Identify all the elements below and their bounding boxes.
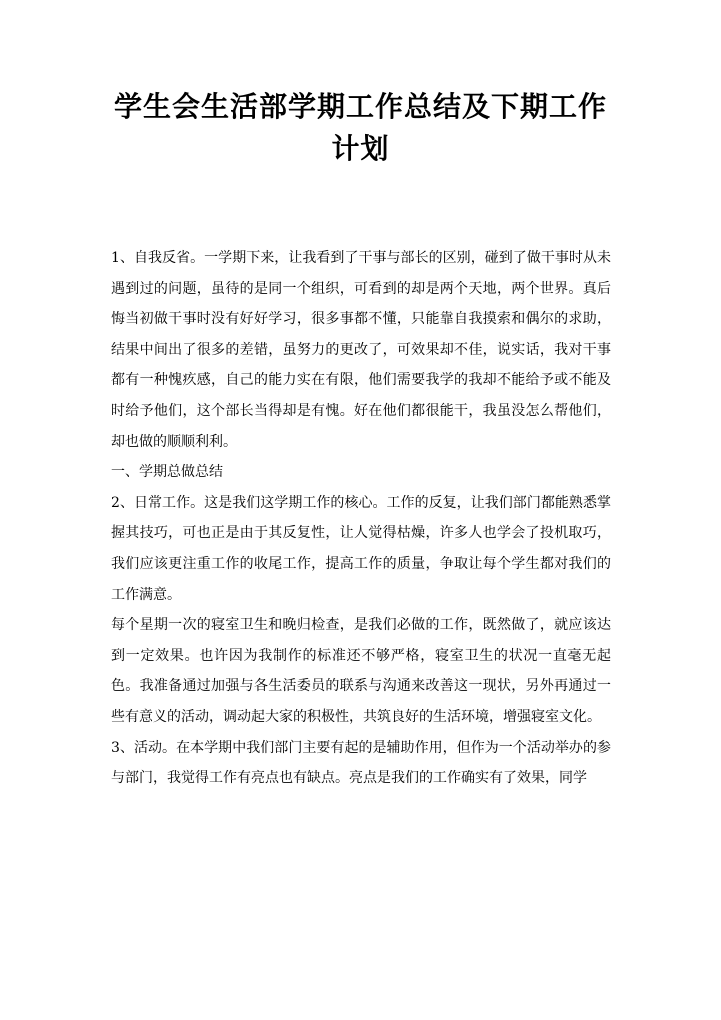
paragraph-daily-work: 2、日常工作。这是我们这学期工作的核心。工作的反复，让我们部门都能熟悉掌握其技巧，可也正是由于其反复性，让人觉得枯燥，许多人也学会了投机取巧，我们应该更注重工作的收尾工作，提高工作的质量，争取让每个学生都对我们的工作满意。 [111, 494, 611, 603]
paragraph-self-reflection: 1、自我反省。一学期下来，让我看到了干事与部长的区别，碰到了做干事时从未遇到过的问题，虽待的是同一个组织，可看到的却是两个天地，两个世界。真后悔当初做干事时没有好好学习，很多事都不懂，只能靠自我摸索和偶尔的求助，结果中间出了很多的差错，虽努力的更改了，可效果却不佳，说实话，我对干事都有一种愧疚感，自己的能力实在有限，他们需要我学的我却不能给予或不能及时给予他们，这个部长当得却是有愧。好在他们都很能干，我虽没怎么帮他们，却也做的顺顺利利。 [111, 250, 611, 450]
document-title: 学生会生活部学期工作总结及下期工作计划 [113, 90, 607, 165]
section-heading-semester-summary: 一、学期总做总结 [111, 464, 223, 481]
document-body [111, 243, 611, 794]
paragraph-dorm-inspection: 每个星期一次的寝室卫生和晚归检查，是我们必做的工作，既然做了，就应该达到一定效果。也许因为我制作的标准还不够严格，寝室卫生的状况一直毫无起色。我准备通过加强与各生活委员的联系与沟通来改善这一现状，另外再通过一些有意义的活动，调动起大家的积极性，共筑良好的生活环境，增强寝室文化。 [111, 617, 611, 725]
paragraph-activities: 3、活动。在本学期中我们部门主要有起的是辅助作用，但作为一个活动举办的参与部门，我觉得工作有亮点也有缺点。亮点是我们的工作确实有了效果，同学 [111, 739, 611, 787]
